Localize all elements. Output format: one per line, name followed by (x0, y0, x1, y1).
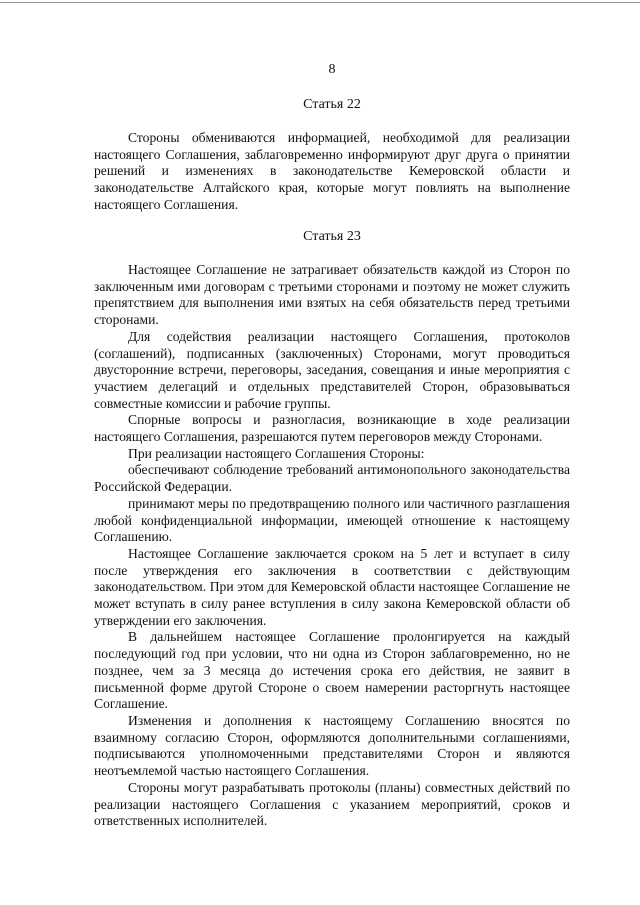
article-23-paragraph-3: Спорные вопросы и разногласия, возникающие в ходе реализации настоящего Соглашения, разрешаются путем переговоров между Сторонами. (94, 412, 570, 445)
scan-top-edge (0, 2, 640, 3)
article-22-paragraph-1: Стороны обмениваются информацией, необходимой для реализации настоящего Соглашения, заблаговременно информируют друг друга о принятии решений и изменениях в законодательстве Кемеровской области и законодательстве Алтайского края, которые могут повлиять на выполнение настоящего Соглашения. (94, 130, 570, 212)
article-23-paragraph-6: принимают меры по предотвращению полного или частичного разглашения любой конфиденциальной информации, имеющей отношение к настоящему Соглашению. (94, 495, 570, 545)
article-23-paragraph-9: Изменения и дополнения к настоящему Соглашению вносятся по взаимному согласию Сторон, оформляются дополнительными соглашениями, подписываются уполномоченными представителями Сторон и являются неотъемлемой частью настоящего Соглашения. (94, 712, 570, 779)
page-number: 8 (328, 62, 336, 77)
article-22-body (94, 130, 570, 214)
article-22-heading: Статья 22 (303, 97, 361, 112)
article-23-paragraph-8: В дальнейшем настоящее Соглашение пролонгируется на каждый последующий год при условии, что ни одна из Сторон заблаговременно, но не позднее, чем за 3 месяца до истечения срока его действия, не заявит в письменной форме другой Стороне о своем намерении расторгнуть настоящее Соглашение. (94, 629, 570, 712)
article-23-paragraph-7: Настоящее Соглашение заключается сроком на 5 лет и вступает в силу после утверждения его заключения в соответствии с действующим законодательством. При этом для Кемеровской области настоящее Соглашение не может вступать в силу ранее вступления в силу закона Кемеровской области об утверждении его заключения. (94, 545, 570, 628)
article-23-paragraph-1: Настоящее Соглашение не затрагивает обязательств каждой из Сторон по заключенным ими договорам с третьими сторонами и поэтому не может служить препятствием для выполнения ими взятых на себя обязательств перед третьими сторонами. (94, 262, 570, 328)
article-23-paragraph-2: Для содействия реализации настоящего Соглашения, протоколов (соглашений), подписанных (заключенных) Сторонами, могут проводиться двусторонние встречи, переговоры, заседания, совещания и иные мероприятия с участием делегаций и отдельных представителей Сторон, образовываться совместные комиссии и рабочие группы. (94, 328, 570, 411)
article-23-paragraph-4: При реализации настоящего Соглашения Стороны: (128, 445, 425, 461)
article-23-heading: Статья 23 (303, 229, 361, 244)
article-23-body (94, 262, 570, 830)
article-23-paragraph-5: обеспечивают соблюдение требований антимонопольного законодательства Российской Федерации. (94, 462, 570, 495)
article-23-paragraph-10: Стороны могут разрабатывать протоколы (планы) совместных действий по реализации настоящего Соглашения с указанием мероприятий, сроков и ответственных исполнителей. (94, 779, 570, 829)
